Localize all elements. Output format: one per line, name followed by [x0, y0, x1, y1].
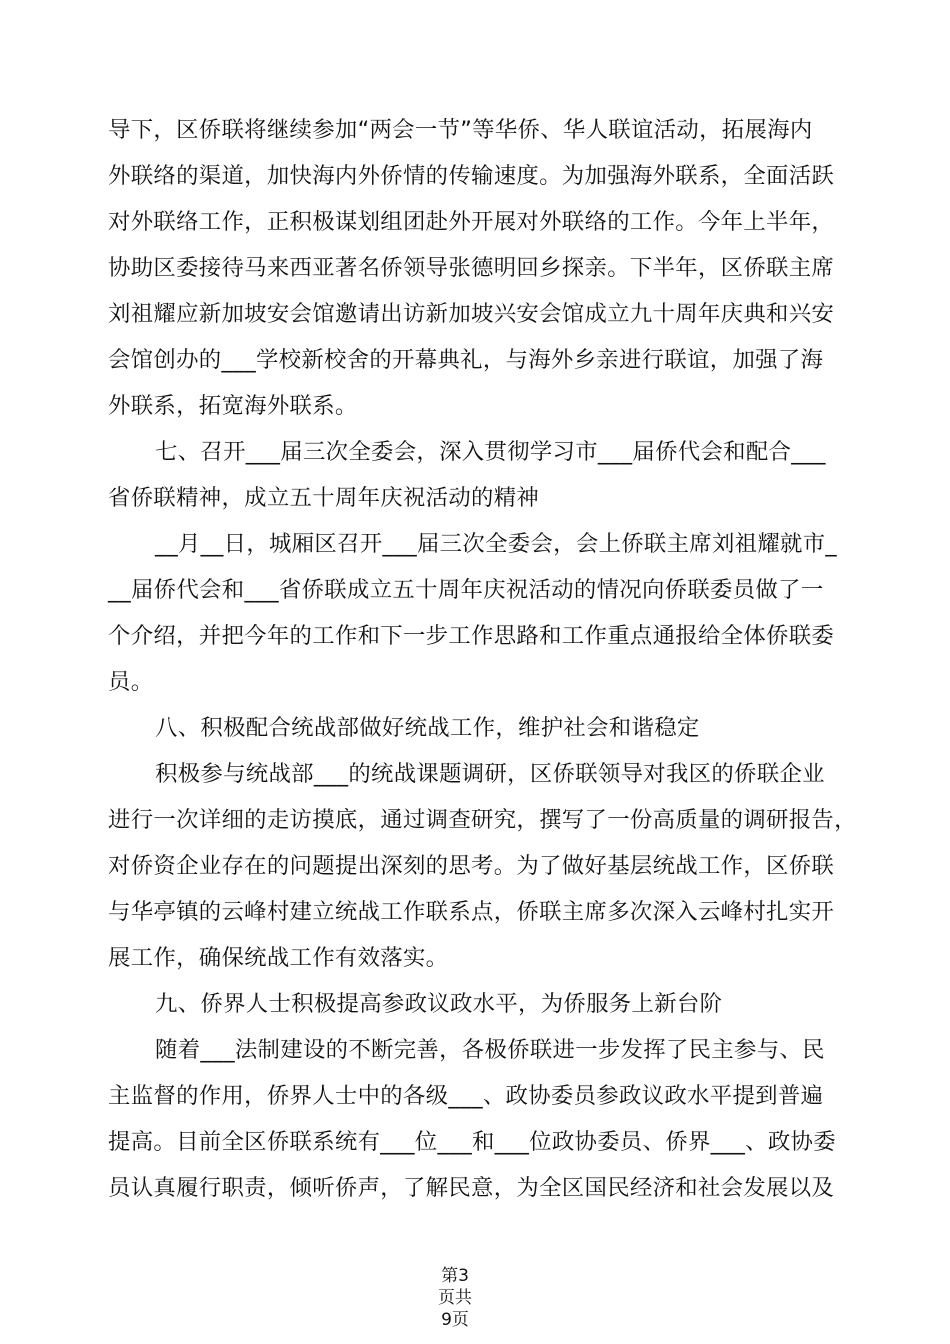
text-line: __月__日，城厢区召开___届三次全委会，会上侨联主席刘祖耀就市_	[155, 531, 837, 557]
text-line: 导下，区侨联将继续参加“两会一节”等华侨、华人联谊活动，拓展海内	[108, 117, 813, 143]
section-heading-continued: 省侨联精神，成立五十周年庆祝活动的精神	[108, 485, 540, 511]
text-line: 协助区委接待马来西亚著名侨领导张德明回乡探亲。下半年，区侨联主席	[108, 255, 835, 281]
text-line: 提高。目前全区侨联系统有___位___和___位政协委员、侨界___、政协委	[108, 1129, 836, 1155]
text-line: 展工作，确保统战工作有效落实。	[108, 945, 449, 971]
page-number-line: 第3	[441, 1266, 469, 1286]
text-line: 个介绍，并把今年的工作和下一步工作思路和工作重点通报给全体侨联委	[108, 623, 835, 649]
text-line: 随着___法制建设的不断完善，各极侨联进一步发挥了民主参与、民	[155, 1037, 825, 1063]
text-line: 外联络的渠道，加快海内外侨情的传输速度。为加强海外联系，全面活跃	[108, 163, 835, 189]
section-heading: 七、召开___届三次全委会，深入贯彻学习市___届侨代会和配合___	[155, 439, 826, 465]
text-line: 主监督的作用，侨界人士中的各级___、政协委员参政议政水平提到普遍	[108, 1083, 824, 1109]
text-line: 外联系，拓宽海外联系。	[108, 393, 358, 419]
text-line: 进行一次详细的走访摸底，通过调查研究，撰写了一份高质量的调研报告，	[108, 807, 857, 833]
page-number-line: 页共	[438, 1288, 472, 1308]
text-line: 员认真履行职责，倾听侨声，了解民意，为全区国民经济和社会发展以及	[108, 1175, 835, 1201]
text-line: 与华亭镇的云峰村建立统战工作联系点，侨联主席多次深入云峰村扎实开	[108, 899, 835, 925]
section-heading: 九、侨界人士积极提高参政议政水平，为侨服务上新台阶	[155, 991, 723, 1017]
text-line: 会馆创办的___学校新校舍的开幕典礼，与海外乡亲进行联谊，加强了海	[108, 347, 824, 373]
text-line: 积极参与统战部___的统战课题调研，区侨联领导对我区的侨联企业	[155, 761, 825, 787]
section-heading: 八、积极配合统战部做好统战工作，维护社会和谐稳定	[155, 715, 700, 741]
text-line: 刘祖耀应新加坡安会馆邀请出访新加坡兴安会馆成立九十周年庆典和兴安	[108, 301, 835, 327]
text-line: 对侨资企业存在的问题提出深刻的思考。为了做好基层统战工作，区侨联	[108, 853, 835, 879]
text-line: 对外联络工作，正积极谋划组团赴外开展对外联络的工作。今年上半年，	[108, 209, 835, 235]
text-line: 员。	[108, 669, 154, 695]
text-line: __届侨代会和___省侨联成立五十周年庆祝活动的情况向侨联委员做了一	[108, 577, 824, 603]
page-number-line: 9页	[441, 1310, 469, 1330]
